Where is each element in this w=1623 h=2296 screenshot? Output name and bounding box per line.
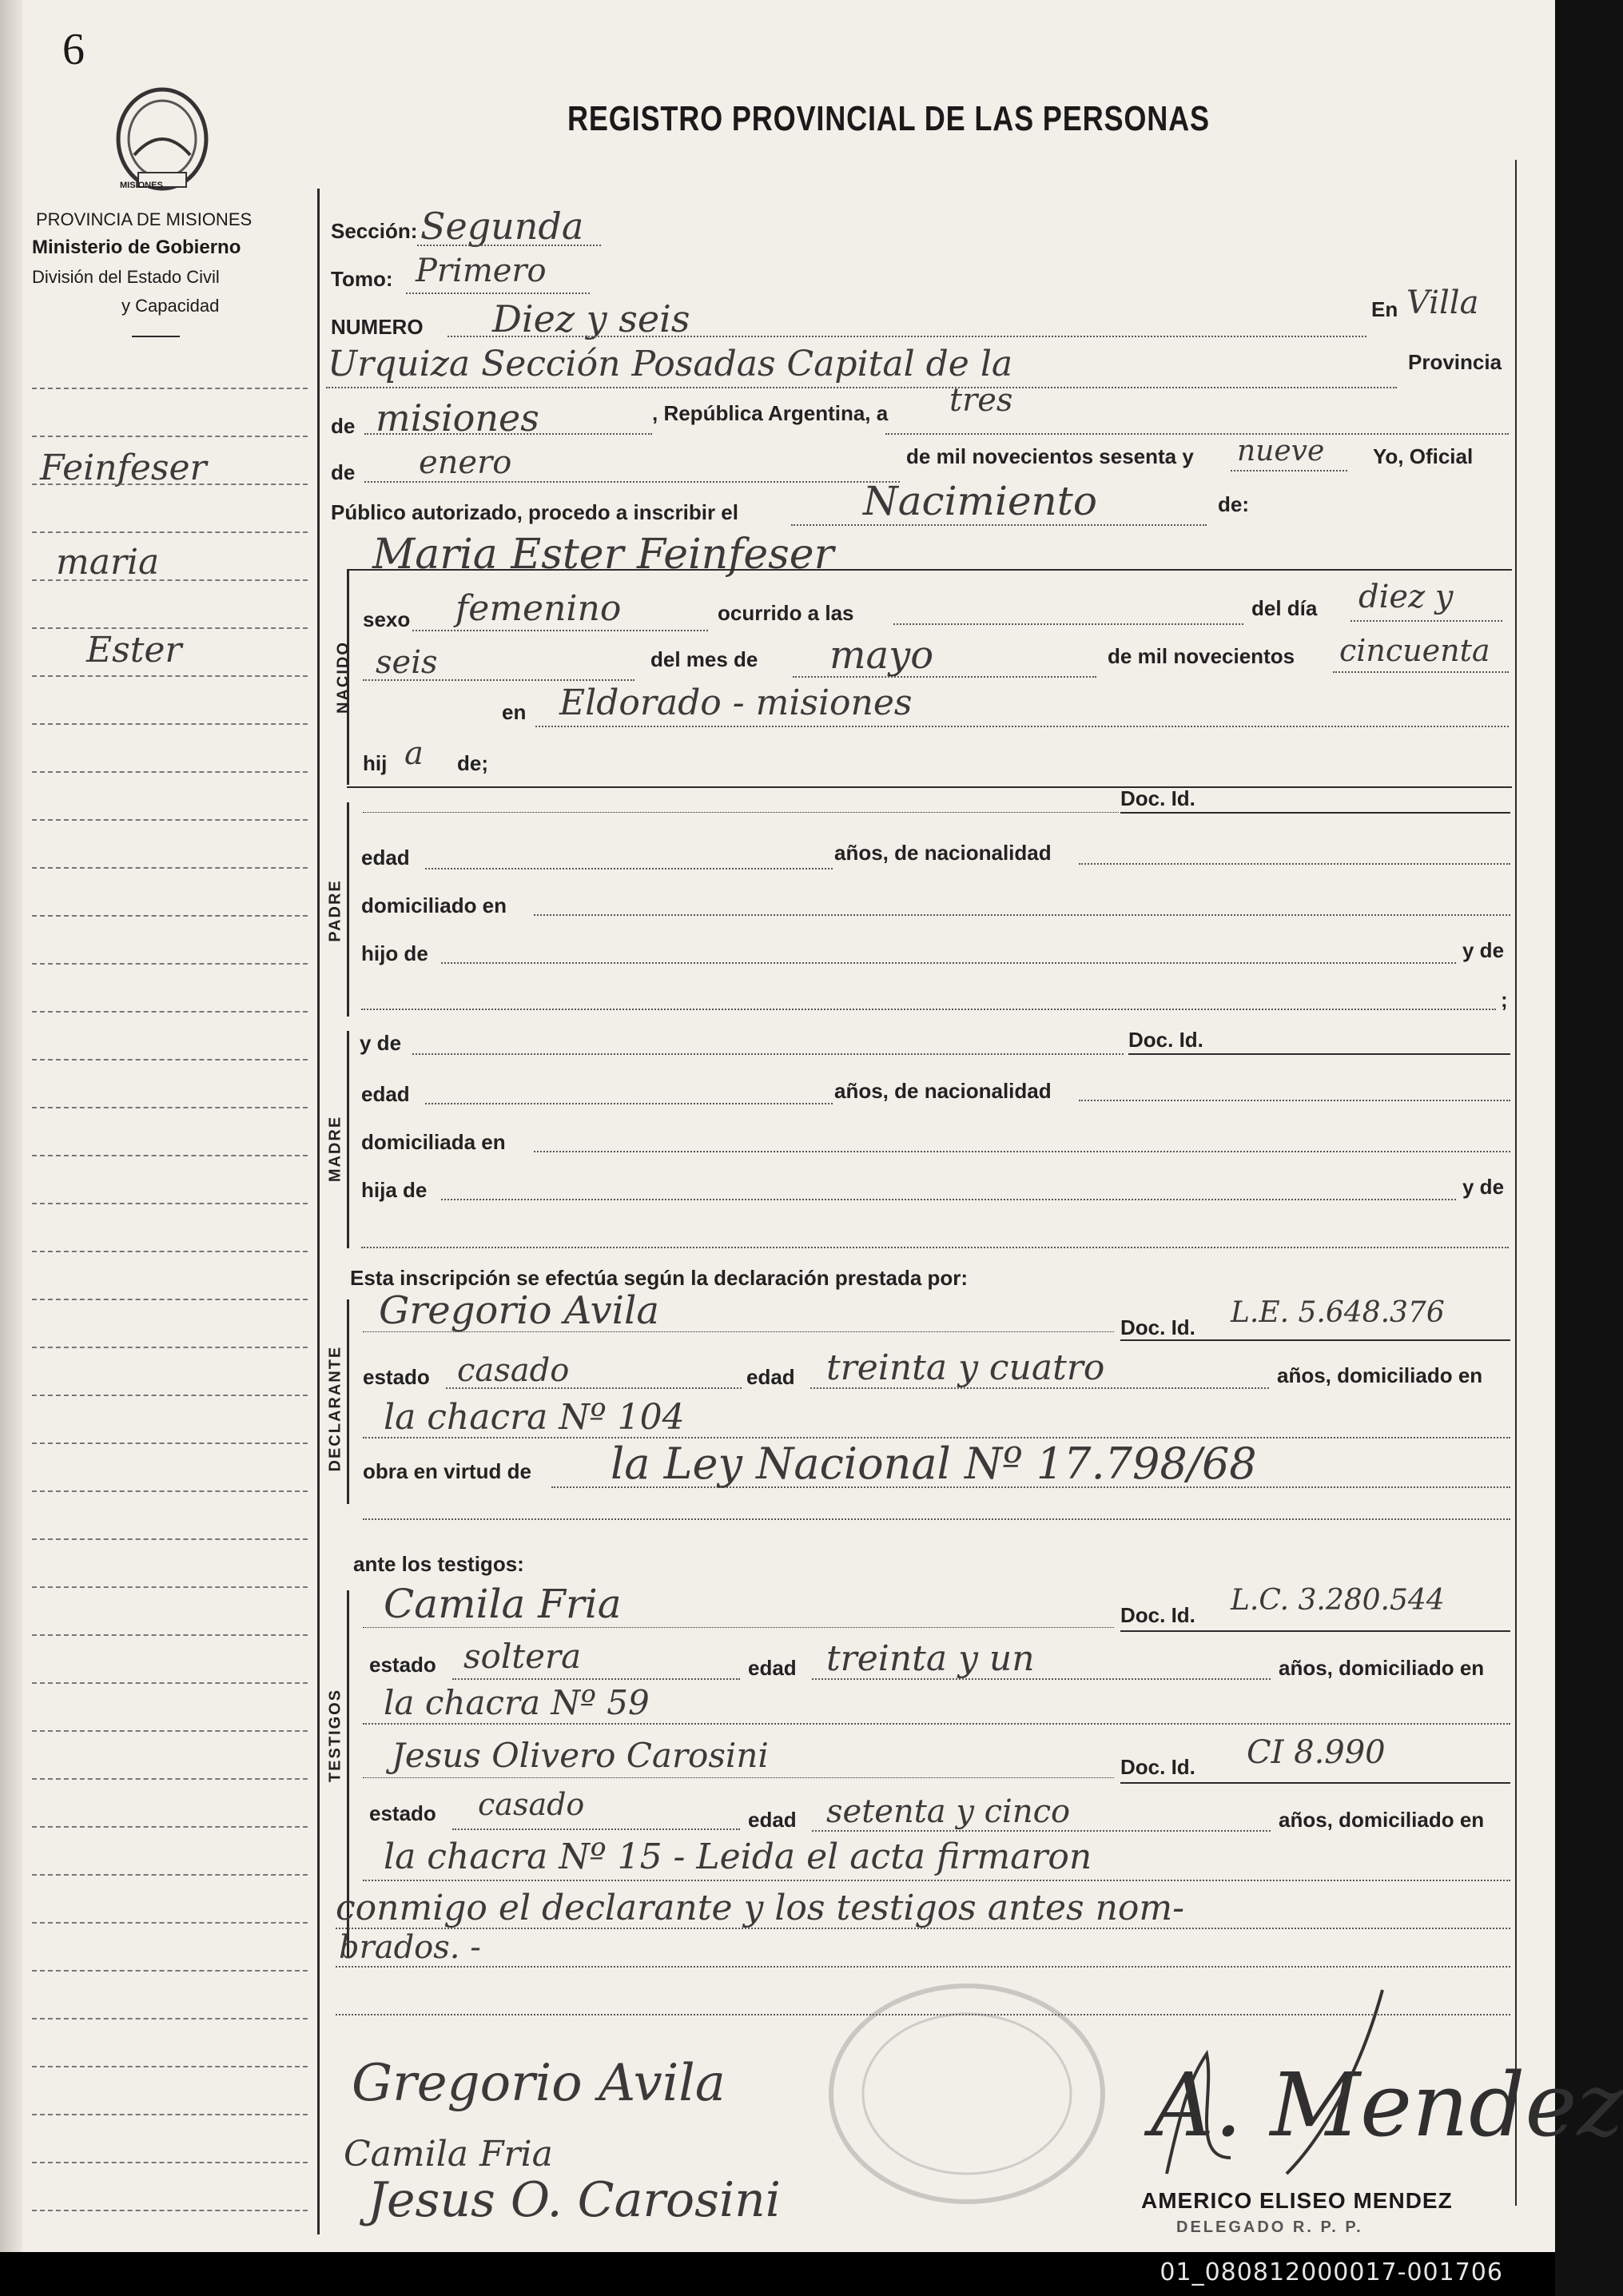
oficial-cargo: DELEGADO R. P. P. bbox=[1176, 2218, 1363, 2236]
dia2-dots bbox=[363, 679, 634, 681]
declarante-edad-dots bbox=[810, 1387, 1269, 1389]
sidebar-line bbox=[32, 1586, 308, 1588]
oficial-nombre: AMERICO ELISEO MENDEZ bbox=[1141, 2188, 1453, 2213]
en-label: en bbox=[502, 700, 527, 724]
dia-dots bbox=[1351, 620, 1502, 622]
cierre-line-2: brados. - bbox=[339, 1929, 481, 1966]
declarante-intro: Esta inscripción se efectúa según la declaración prestada por: bbox=[350, 1266, 969, 1290]
declarante-estado-value: casado bbox=[457, 1352, 570, 1389]
sidebar-line bbox=[32, 1490, 308, 1492]
declarante-docid-label: Doc. Id. bbox=[1120, 1315, 1195, 1339]
padre-nac-dots bbox=[1079, 863, 1510, 865]
testigo1-estado-label: estado bbox=[369, 1653, 436, 1677]
testigo2-anos-label: años, domiciliado en bbox=[1279, 1808, 1485, 1832]
madre-domicilio-dots bbox=[534, 1151, 1510, 1152]
sidebar-line bbox=[32, 1634, 308, 1636]
declarante-bracket bbox=[347, 1299, 349, 1504]
tomo-dots bbox=[406, 292, 590, 294]
page-number: 6 bbox=[62, 25, 85, 74]
padre-hijo-label: hijo de bbox=[361, 941, 428, 965]
mes-dots bbox=[793, 676, 1096, 678]
padre-domicilio-dots bbox=[534, 914, 1510, 916]
firma-oficial: A. Mendez bbox=[1151, 2054, 1623, 2156]
declarante-obra-value: la Ley Nacional Nº 17.798/68 bbox=[611, 1438, 1257, 1489]
sidebar-line bbox=[32, 867, 308, 869]
testigo2-edad-label: edad bbox=[748, 1808, 797, 1832]
madre-edad-label: edad bbox=[361, 1082, 410, 1106]
lugar-value: Eldorado - misiones bbox=[559, 682, 913, 723]
testigo2-domicilio-dots bbox=[363, 1880, 1510, 1881]
testigo1-estado-dots bbox=[452, 1678, 740, 1680]
sidebar-line bbox=[32, 675, 308, 677]
testigo2-docid-value: CI 8.990 bbox=[1247, 1734, 1386, 1771]
provincia-value: misiones bbox=[376, 396, 539, 440]
madre-section-label: MADRE bbox=[326, 1115, 344, 1183]
declarante-domicilio-value: la chacra Nº 104 bbox=[384, 1397, 685, 1438]
hij-value: a bbox=[404, 735, 424, 772]
sidebar-hw-surname: Feinfeser bbox=[40, 448, 207, 488]
padre-name-line bbox=[363, 812, 1119, 813]
declarante-docid-rule bbox=[1120, 1339, 1510, 1341]
place-value: Urquiza Sección Posadas Capital de la bbox=[328, 344, 1013, 384]
sidebar-line bbox=[32, 1059, 308, 1060]
dia-value: tres bbox=[949, 382, 1013, 419]
declarante-edad-label: edad bbox=[746, 1365, 795, 1389]
madre-yde-label: y de bbox=[360, 1031, 402, 1055]
yo-label: Yo, Oficial bbox=[1373, 444, 1474, 468]
numero-label: NUMERO bbox=[331, 315, 424, 339]
sidebar-line bbox=[32, 1011, 308, 1013]
hij-label: hij bbox=[363, 751, 388, 775]
testigo1-domicilio-value: la chacra Nº 59 bbox=[384, 1683, 650, 1722]
seccion-value: Segunda bbox=[420, 205, 584, 248]
testigo2-docid-rule bbox=[1120, 1782, 1510, 1784]
sidebar-line bbox=[32, 483, 308, 485]
mil-label: de mil novecientos sesenta y bbox=[906, 444, 1194, 468]
sidebar-line bbox=[32, 963, 308, 965]
oficial-signature-icon bbox=[1119, 1982, 1454, 2190]
padre-bracket bbox=[347, 802, 349, 1017]
sidebar-line bbox=[32, 1107, 308, 1108]
cierre-line-1: conmigo el declarante y los testigos antes nom- bbox=[336, 1888, 1184, 1928]
sidebar-province: PROVINCIA DE MISIONES bbox=[36, 209, 253, 229]
acto-dots bbox=[791, 524, 1207, 526]
sidebar-divider bbox=[132, 336, 180, 337]
padre-yde-dots bbox=[361, 1009, 1496, 1010]
declarante-anos-label: años, domiciliado en bbox=[1277, 1363, 1483, 1387]
seccion-label: Sección: bbox=[331, 219, 418, 243]
image-caption: 01_080812000017-001706 bbox=[1160, 2258, 1503, 2286]
sidebar-line bbox=[32, 819, 308, 821]
publico-label: Público autorizado, procedo a inscribir el bbox=[331, 500, 738, 524]
sidebar-line bbox=[32, 2162, 308, 2163]
padre-section-label: PADRE bbox=[326, 879, 344, 942]
declarante-obra-label: obra en virtud de bbox=[363, 1459, 531, 1483]
nacido-section-label: NACIDO bbox=[334, 641, 352, 714]
padre-docid-label: Doc. Id. bbox=[1120, 786, 1195, 810]
padre-docid-rule bbox=[1120, 812, 1510, 814]
madre-hija-label: hija de bbox=[361, 1178, 428, 1202]
sexo-value: femenino bbox=[455, 588, 622, 629]
tomo-label: Tomo: bbox=[331, 267, 393, 291]
dia-dots bbox=[885, 433, 1509, 435]
nacido-nombre: Maria Ester Feinfeser bbox=[372, 531, 834, 579]
firma-testigo1: Camila Fria bbox=[344, 2134, 553, 2175]
padre-domicilio-label: domiciliado en bbox=[361, 893, 507, 917]
madre-bracket bbox=[347, 1031, 349, 1248]
padre-yde-label: y de bbox=[1462, 938, 1505, 962]
madre-name-dots bbox=[412, 1053, 1124, 1055]
registry-stamp-icon bbox=[815, 1974, 1119, 2214]
republica-label: , República Argentina, a bbox=[652, 401, 889, 425]
sidebar-line bbox=[32, 1299, 308, 1300]
padre-edad-label: edad bbox=[361, 846, 410, 869]
madre-docid-rule bbox=[1128, 1053, 1510, 1055]
padre-edad-dots bbox=[425, 868, 833, 869]
sidebar-line bbox=[32, 1538, 308, 1540]
sidebar-line bbox=[32, 1730, 308, 1732]
sidebar-line bbox=[32, 1874, 308, 1876]
provincia-label: Provincia bbox=[1408, 350, 1502, 374]
de-label: de bbox=[331, 414, 356, 438]
testigos-intro: ante los testigos: bbox=[353, 1552, 524, 1576]
nacido-bottom-rule bbox=[347, 786, 1512, 788]
madre-anos-label: años, de nacionalidad bbox=[834, 1079, 1052, 1103]
anio-dots bbox=[1231, 470, 1347, 472]
testigo1-estado-value: soltera bbox=[463, 1637, 582, 1676]
ocurrido-label: ocurrido a las bbox=[718, 601, 854, 625]
declarante-extra-dots bbox=[363, 1518, 1510, 1520]
en-value: Villa bbox=[1406, 285, 1479, 321]
declarante-obra-dots bbox=[551, 1486, 1510, 1488]
testigo2-estado-value: casado bbox=[478, 1787, 585, 1822]
hora-dots bbox=[893, 623, 1243, 625]
mes-dots bbox=[364, 481, 900, 483]
mil-label: de mil novecientos bbox=[1108, 644, 1295, 668]
declarante-edad-value: treinta y cuatro bbox=[826, 1347, 1105, 1388]
sidebar-line bbox=[32, 1347, 308, 1348]
mes-value: mayo bbox=[829, 633, 934, 678]
dia-value: diez y bbox=[1358, 579, 1454, 615]
sidebar-line bbox=[32, 915, 308, 917]
del-dia-label: del día bbox=[1251, 596, 1318, 620]
testigo1-docid-value: L.C. 3.280.544 bbox=[1231, 1584, 1445, 1617]
dia-value-2: seis bbox=[376, 644, 438, 681]
madre-docid-label: Doc. Id. bbox=[1128, 1028, 1203, 1052]
sidebar-line bbox=[32, 1778, 308, 1780]
sidebar-hw-name2: Ester bbox=[86, 630, 182, 670]
testigo1-anos-label: años, domiciliado en bbox=[1279, 1656, 1485, 1680]
main-left-border bbox=[317, 189, 320, 2234]
numero-value: Diez y seis bbox=[492, 297, 690, 340]
testigo1-nombre: Camila Fria bbox=[384, 1581, 622, 1627]
seal-label: MISIONES bbox=[120, 181, 163, 190]
sexo-dots bbox=[412, 630, 708, 631]
declarante-section-label: DECLARANTE bbox=[326, 1345, 344, 1472]
anio-dots bbox=[1333, 671, 1509, 673]
declarante-estado-label: estado bbox=[363, 1365, 430, 1389]
madre-domicilio-label: domiciliada en bbox=[361, 1130, 506, 1154]
declarante-nombre: Gregorio Avila bbox=[379, 1288, 659, 1333]
nacido-top-rule bbox=[347, 569, 1512, 571]
testigo1-edad-dots bbox=[812, 1678, 1271, 1680]
sidebar-line bbox=[32, 388, 308, 389]
sidebar-line bbox=[32, 1203, 308, 1204]
sidebar-line bbox=[32, 1682, 308, 1684]
sidebar-line bbox=[32, 436, 308, 437]
place-dots bbox=[326, 387, 1397, 388]
sidebar-line bbox=[32, 1395, 308, 1396]
provincia-dots bbox=[364, 433, 652, 435]
madre-hija-dots bbox=[441, 1199, 1456, 1200]
sidebar-line bbox=[32, 723, 308, 725]
mes-value: enero bbox=[419, 444, 512, 481]
lugar-dots bbox=[535, 726, 1509, 727]
sexo-label: sexo bbox=[363, 607, 411, 631]
de2-label: de bbox=[331, 460, 356, 484]
testigo1-name-line bbox=[363, 1627, 1114, 1628]
testigo1-edad-label: edad bbox=[748, 1656, 797, 1680]
padre-semicolon: ; bbox=[1501, 988, 1508, 1012]
madre-nac-dots bbox=[1079, 1100, 1510, 1101]
sidebar-line bbox=[32, 2114, 308, 2115]
sidebar-line bbox=[32, 1442, 308, 1444]
hij-de-label: de; bbox=[457, 751, 488, 775]
sidebar-line bbox=[32, 771, 308, 773]
numero-dots bbox=[448, 336, 1366, 337]
madre-yde2-dots bbox=[361, 1247, 1509, 1248]
sidebar-division: División del Estado Civil bbox=[32, 267, 220, 287]
anio-value: cincuenta bbox=[1339, 633, 1490, 668]
anio-value: nueve bbox=[1237, 435, 1325, 468]
seccion-dots bbox=[417, 245, 601, 246]
sidebar-line bbox=[32, 2018, 308, 2019]
firma-testigo2: Jesus O. Carosini bbox=[368, 2172, 781, 2228]
madre-yde2-label: y de bbox=[1462, 1175, 1505, 1199]
sidebar-line bbox=[32, 1922, 308, 1924]
de3-label: de: bbox=[1218, 492, 1249, 516]
cierre1-dots bbox=[336, 1928, 1510, 1929]
acto-value: Nacimiento bbox=[863, 478, 1097, 524]
sidebar-line bbox=[32, 2210, 308, 2211]
sidebar-line bbox=[32, 579, 308, 581]
testigo1-docid-rule bbox=[1120, 1630, 1510, 1632]
testigo2-nombre: Jesus Olivero Carosini bbox=[392, 1736, 769, 1775]
testigos-section-label: TESTIGOS bbox=[326, 1688, 344, 1783]
sidebar-line bbox=[32, 2066, 308, 2067]
sidebar-line bbox=[32, 627, 308, 629]
firma-declarante: Gregorio Avila bbox=[352, 2054, 726, 2113]
padre-hijo-dots bbox=[441, 962, 1456, 964]
testigo2-domicilio-value: la chacra Nº 15 - Leida el acta firmaron bbox=[384, 1836, 1092, 1877]
sidebar-line bbox=[32, 531, 308, 533]
testigo2-estado-dots bbox=[452, 1828, 740, 1830]
sidebar-ministry: Ministerio de Gobierno bbox=[32, 237, 241, 258]
declarante-name-line bbox=[363, 1331, 1114, 1332]
tomo-value: Primero bbox=[416, 253, 547, 289]
declarante-docid-value: L.E. 5.648.376 bbox=[1231, 1296, 1445, 1329]
testigo2-docid-label: Doc. Id. bbox=[1120, 1755, 1195, 1779]
declarante-estado-dots bbox=[446, 1387, 742, 1389]
sidebar-line bbox=[32, 1970, 308, 1972]
testigo2-edad-dots bbox=[812, 1830, 1271, 1832]
sidebar-line bbox=[32, 1251, 308, 1252]
sidebar-hw-name1: maria bbox=[56, 542, 160, 583]
en-label: En bbox=[1371, 297, 1398, 321]
madre-edad-dots bbox=[425, 1103, 833, 1104]
sidebar-line bbox=[32, 1826, 308, 1828]
testigo1-edad-value: treinta y un bbox=[826, 1638, 1035, 1679]
testigo2-estado-label: estado bbox=[369, 1801, 436, 1825]
main-right-border bbox=[1515, 160, 1517, 2206]
document-title: REGISTRO PROVINCIAL DE LAS PERSONAS bbox=[567, 99, 1210, 138]
testigo1-domicilio-dots bbox=[363, 1723, 1510, 1725]
mes-label: del mes de bbox=[650, 647, 758, 671]
cierre2-dots bbox=[336, 1966, 1510, 1968]
padre-anos-label: años, de nacionalidad bbox=[834, 841, 1052, 865]
sidebar-capacidad: y Capacidad bbox=[121, 296, 220, 316]
sidebar-line bbox=[32, 1155, 308, 1156]
testigo1-docid-label: Doc. Id. bbox=[1120, 1603, 1195, 1627]
testigo2-name-line bbox=[363, 1777, 1114, 1778]
testigo2-edad-value: setenta y cinco bbox=[826, 1793, 1071, 1830]
